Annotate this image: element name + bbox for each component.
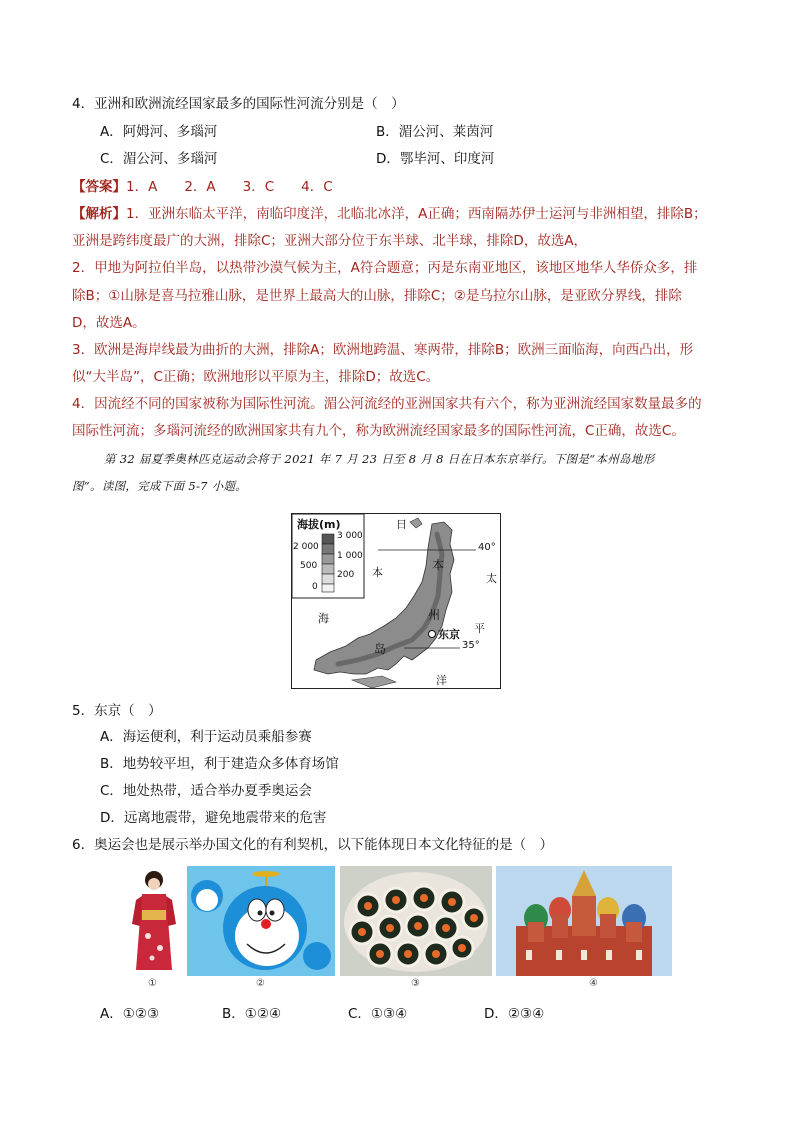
q4-option-c: C．湄公河、多瑙河 [100,151,218,167]
label-lat-40: 40° [478,542,496,553]
analysis-text-1: 1．亚洲东临太平洋，南临印度洋，北临北冰洋，A正确；西南隔苏伊士运河与非洲相望，排除B； [126,206,707,222]
legend-2000: 2 000 [293,542,319,552]
intro-line-1: 第 32 届夏季奥林匹克运动会将于 2021 年 7 月 23 日至 8 月 8 日在日本东京举行。下图是“本州岛地形 [104,452,655,466]
pic-number-3: ③ [411,978,420,989]
pic-number-1: ① [148,978,157,989]
q5-option-b: B．地势较平坦，利于建造众多体育场馆 [100,756,339,772]
q4-stem: 4．亚洲和欧洲流经国家最多的国际性河流分别是（ ） [72,96,405,112]
label-tai: 太 [486,572,497,585]
label-lat-35: 35° [462,640,480,651]
q4-option-a: A．阿姆河、多瑙河 [100,124,218,140]
legend-1000: 1 000 [337,551,363,561]
doraemon-icon [187,866,335,976]
answer-line [72,178,333,196]
pic-number-4: ④ [589,978,598,989]
legend-200: 200 [337,570,355,580]
label-ben-island: 本 [432,558,445,572]
label-dao: 岛 [374,642,387,656]
label-tokyo: 东京 [438,628,460,641]
label-zhou: 州 [428,608,441,622]
answer-label: 【答案】 [72,179,126,195]
tokyo-marker [429,631,436,638]
q5-option-c: C．地处热带，适合举办夏季奥运会 [100,783,312,799]
pic-number-2: ② [256,978,265,989]
q5-option-a: A．海运便利，利于运动员乘船参赛 [100,729,312,745]
cathedral-icon [496,866,672,976]
legend-3000: 3 000 [337,531,363,541]
sushi-icon [340,866,492,976]
q5-stem: 5．东京（ ） [72,703,162,719]
legend-500: 500 [300,561,318,571]
q6-option-b: B．①②④ [222,1006,282,1022]
kimono-woman-icon [128,866,180,976]
label-ping: 平 [474,622,485,635]
legend-0: 0 [312,582,318,592]
label-ri: 日 [396,518,407,531]
analysis-line-6: 3．欧洲是海岸线最为曲折的大洲，排除A；欧洲地跨温、寒两带，排除B；欧洲三面临海，向西凸出，形 [72,342,694,358]
analysis-line-5: D，故选A。 [72,315,146,331]
q6-option-d: D．②③④ [484,1006,545,1022]
analysis-line-7: 似“大半岛”，C正确；欧洲地形以平原为主，排除D；故选C。 [72,369,440,385]
q6-option-a: A．①②③ [100,1006,160,1022]
q6-stem: 6．奥运会也是展示举办国文化的有利契机，以下能体现日本文化特征的是（ ） [72,837,554,853]
analysis-line-2: 亚洲是跨纬度最广的大洲，排除C；亚洲大部分位于东半球、北半球，排除D，故选A， [72,233,588,249]
honshu-terrain-map [291,513,501,689]
label-hai: 海 [318,612,329,625]
q6-option-c: C．①③④ [348,1006,408,1022]
q4-option-b: B．湄公河、莱茵河 [376,124,494,140]
q5-option-d: D．远离地震带，避免地震带来的危害 [100,810,327,826]
analysis-line-4: 除B；①山脉是喜马拉雅山脉，是世界上最高大的山脉，排除C；②是乌拉尔山脉，是亚欧分界线，排除 [72,288,682,304]
intro-line-2: 图”。读图，完成下面 5-7 小题。 [72,479,248,493]
analysis-line-1 [72,205,707,223]
q4-option-d: D．鄂毕河、印度河 [376,151,495,167]
analysis-line-8: 4．因流经不同的国家被称为国际性河流。湄公河流经的亚洲国家共有六个，称为亚洲流经国家数量最多的 [72,396,702,412]
analysis-line-9: 国际性河流；多瑙河流经的欧洲国家共有九个，称为欧洲流经国家最多的国际性河流，C正确，故选C。 [72,423,685,439]
analysis-label: 【解析】 [72,206,126,222]
legend-title: 海拔(m) [297,518,341,531]
label-yang: 洋 [436,674,447,687]
label-ben: 本 [372,566,383,579]
map-svg [292,514,501,689]
analysis-line-3: 2．甲地为阿拉伯半岛，以热带沙漠气候为主，A符合题意；丙是东南亚地区，该地区地华人华侨众多，排 [72,260,698,276]
answer-text: 1．A 2．A 3．C 4．C [126,179,333,195]
